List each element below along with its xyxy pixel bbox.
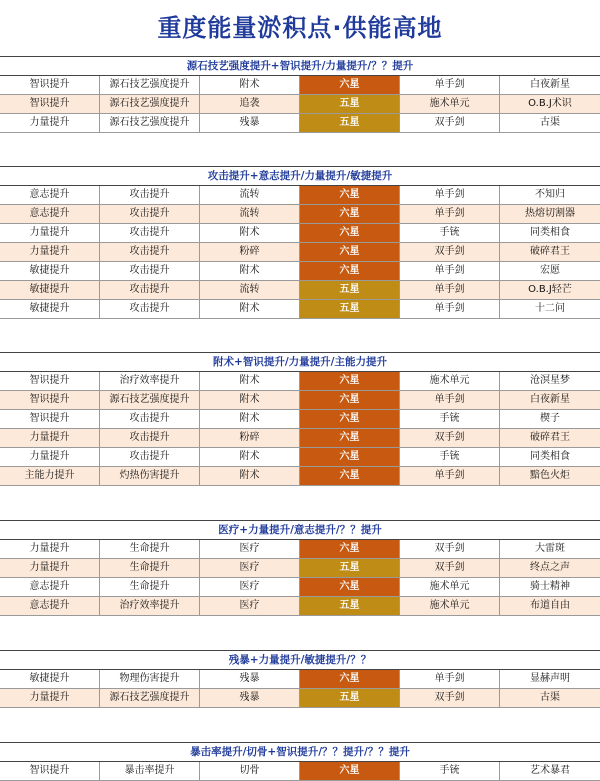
attribute-1-cell: 意志提升 [0, 597, 100, 615]
rarity-cell: 六星 [300, 76, 400, 94]
table-row [0, 429, 600, 448]
attribute-1-cell: 智识提升 [0, 95, 100, 113]
attribute-2-cell: 生命提升 [100, 540, 200, 558]
attribute-1-cell: 敏捷提升 [0, 670, 100, 688]
weapon-name-cell: 白夜新星 [530, 394, 570, 405]
attribute-2-cell: 攻击提升 [100, 186, 200, 204]
weapon-type-cell: 双手剑 [400, 540, 500, 558]
attribute-1-cell: 敏捷提升 [0, 281, 100, 299]
weapon-type-cell: 施术单元 [400, 372, 500, 390]
weapon-type-cell: 单手剑 [400, 670, 500, 688]
weapon-type-cell: 手铳 [400, 762, 500, 780]
attribute-1-cell: 力量提升 [0, 429, 100, 447]
weapon-name-cell: 同类相食 [530, 227, 570, 238]
attribute-1-cell: 智识提升 [0, 76, 100, 94]
rarity-cell: 六星 [300, 578, 400, 596]
weapon-name-cell: 同类相食 [530, 451, 570, 462]
weapon-name-cell: 终点之声 [530, 562, 570, 573]
skill-cell: 医疗 [200, 578, 300, 596]
attribute-2-cell: 攻击提升 [100, 281, 200, 299]
rarity-cell: 五星 [300, 300, 400, 318]
attribute-2-cell: 源石技艺强度提升 [100, 95, 200, 113]
rarity-cell: 五星 [300, 95, 400, 113]
attribute-1-cell: 智识提升 [0, 372, 100, 390]
weapon-type-cell: 双手剑 [400, 689, 500, 707]
rarity-cell: 六星 [300, 372, 400, 390]
attribute-1-cell: 意志提升 [0, 186, 100, 204]
table-row [0, 186, 600, 205]
skill-cell: 追袭 [200, 95, 300, 113]
attribute-2-cell: 源石技艺强度提升 [100, 114, 200, 132]
attribute-2-cell: 治疗效率提升 [100, 372, 200, 390]
skill-cell: 附术 [200, 448, 300, 466]
attribute-1-cell: 力量提升 [0, 559, 100, 577]
table-row [0, 224, 600, 243]
weapon-name-cell: 破碎君王 [530, 246, 570, 257]
attribute-2-cell: 攻击提升 [100, 224, 200, 242]
weapon-name-cell: 黯色火炬 [530, 470, 570, 481]
attribute-2-cell: 灼热伤害提升 [100, 467, 200, 485]
weapon-name-cell: O.B.J术识 [528, 98, 572, 109]
skill-cell: 医疗 [200, 540, 300, 558]
rarity-cell: 六星 [300, 186, 400, 204]
attribute-2-cell: 攻击提升 [100, 300, 200, 318]
section-header: 附术+智识提升/力量提升/主能力提升 [0, 352, 600, 372]
attribute-2-cell: 攻击提升 [100, 262, 200, 280]
weapon-name-cell: 古渠 [540, 692, 560, 703]
weapon-name-cell: 艺术暴君 [530, 765, 570, 776]
attribute-1-cell: 智识提升 [0, 391, 100, 409]
attribute-1-cell: 主能力提升 [0, 467, 100, 485]
table-row [0, 689, 600, 708]
section-header: 医疗+力量提升/意志提升/？？提升 [0, 520, 600, 540]
weapon-type-cell: 单手剑 [400, 281, 500, 299]
table-row [0, 372, 600, 391]
table-row [0, 76, 600, 95]
attribute-2-cell: 攻击提升 [100, 448, 200, 466]
section-4 [0, 520, 600, 616]
weapon-type-cell: 双手剑 [400, 114, 500, 132]
attribute-2-cell: 生命提升 [100, 578, 200, 596]
attribute-2-cell: 攻击提升 [100, 410, 200, 428]
weapon-name-cell: 古渠 [540, 117, 560, 128]
attribute-2-cell: 生命提升 [100, 559, 200, 577]
attribute-1-cell: 敏捷提升 [0, 262, 100, 280]
rarity-cell: 六星 [300, 540, 400, 558]
rarity-cell: 六星 [300, 448, 400, 466]
weapon-type-cell: 双手剑 [400, 243, 500, 261]
skill-cell: 附术 [200, 262, 300, 280]
rarity-cell: 六星 [300, 391, 400, 409]
attribute-2-cell: 源石技艺强度提升 [100, 76, 200, 94]
rarity-cell: 六星 [300, 410, 400, 428]
section-6 [0, 742, 600, 781]
attribute-2-cell: 源石技艺强度提升 [100, 391, 200, 409]
table-row [0, 597, 600, 616]
weapon-type-cell: 双手剑 [400, 429, 500, 447]
table-row [0, 448, 600, 467]
section-5 [0, 650, 600, 708]
section-header: 残暴+力量提升/敏捷提升/？？ [0, 650, 600, 670]
attribute-2-cell: 攻击提升 [100, 243, 200, 261]
attribute-2-cell: 攻击提升 [100, 429, 200, 447]
table-row [0, 281, 600, 300]
attribute-1-cell: 力量提升 [0, 540, 100, 558]
weapon-name-cell: 布道自由 [530, 600, 570, 611]
section-1 [0, 56, 600, 133]
section-header: 暴击率提升/切骨+智识提升/？？提升/？？提升 [0, 742, 600, 762]
attribute-2-cell: 暴击率提升 [100, 762, 200, 780]
skill-cell: 流转 [200, 205, 300, 223]
weapon-name-cell: 宏愿 [540, 265, 560, 276]
weapon-type-cell: 手铳 [400, 410, 500, 428]
rarity-cell: 六星 [300, 262, 400, 280]
weapon-name-cell: 沧溟星梦 [530, 375, 570, 386]
weapon-name-cell: 骑士精神 [530, 581, 570, 592]
rarity-cell: 五星 [300, 559, 400, 577]
skill-cell: 附术 [200, 300, 300, 318]
table-row [0, 670, 600, 689]
attribute-1-cell: 智识提升 [0, 410, 100, 428]
table-row [0, 391, 600, 410]
rarity-cell: 六星 [300, 467, 400, 485]
rarity-cell: 五星 [300, 114, 400, 132]
table-row [0, 467, 600, 486]
weapon-name-cell: 显赫声明 [530, 673, 570, 684]
rarity-cell: 六星 [300, 224, 400, 242]
section-header: 攻击提升+意志提升/力量提升/敏捷提升 [0, 166, 600, 186]
skill-cell: 附术 [200, 467, 300, 485]
skill-cell: 残暴 [200, 114, 300, 132]
attribute-1-cell: 力量提升 [0, 224, 100, 242]
weapon-name-cell: 楔子 [540, 413, 560, 424]
table-row [0, 540, 600, 559]
weapon-type-cell: 单手剑 [400, 467, 500, 485]
rarity-cell: 六星 [300, 243, 400, 261]
section-header: 源石技艺强度提升+智识提升/力量提升/？？提升 [0, 56, 600, 76]
rarity-cell: 六星 [300, 762, 400, 780]
table-row [0, 243, 600, 262]
weapon-type-cell: 单手剑 [400, 186, 500, 204]
table-row [0, 410, 600, 429]
skill-cell: 残暴 [200, 670, 300, 688]
weapon-type-cell: 手铳 [400, 224, 500, 242]
attribute-1-cell: 敏捷提升 [0, 300, 100, 318]
skill-cell: 流转 [200, 281, 300, 299]
attribute-1-cell: 力量提升 [0, 243, 100, 261]
section-2 [0, 166, 600, 319]
skill-cell: 附术 [200, 410, 300, 428]
weapon-type-cell: 双手剑 [400, 559, 500, 577]
skill-cell: 粉碎 [200, 429, 300, 447]
weapon-type-cell: 单手剑 [400, 262, 500, 280]
rarity-cell: 六星 [300, 429, 400, 447]
weapon-name-cell: 大雷斑 [535, 543, 565, 554]
table-row [0, 762, 600, 781]
weapon-type-cell: 手铳 [400, 448, 500, 466]
weapon-type-cell: 施术单元 [400, 597, 500, 615]
attribute-1-cell: 意志提升 [0, 205, 100, 223]
attribute-2-cell: 治疗效率提升 [100, 597, 200, 615]
rarity-cell: 六星 [300, 670, 400, 688]
weapon-type-cell: 单手剑 [400, 205, 500, 223]
skill-cell: 附术 [200, 391, 300, 409]
weapon-name-cell: 不知归 [535, 189, 565, 200]
rarity-cell: 六星 [300, 205, 400, 223]
skill-cell: 切骨 [200, 762, 300, 780]
weapon-name-cell: 白夜新星 [530, 79, 570, 90]
skill-cell: 流转 [200, 186, 300, 204]
skill-cell: 附术 [200, 76, 300, 94]
weapon-type-cell: 施术单元 [400, 578, 500, 596]
attribute-1-cell: 力量提升 [0, 114, 100, 132]
skill-cell: 附术 [200, 372, 300, 390]
table-row [0, 205, 600, 224]
skill-cell: 医疗 [200, 559, 300, 577]
weapon-name-cell: 热熔切割器 [525, 208, 575, 219]
skill-cell: 医疗 [200, 597, 300, 615]
attribute-1-cell: 智识提升 [0, 762, 100, 780]
attribute-1-cell: 力量提升 [0, 448, 100, 466]
weapon-type-cell: 单手剑 [400, 391, 500, 409]
rarity-cell: 五星 [300, 281, 400, 299]
table-row [0, 262, 600, 281]
table-row [0, 114, 600, 133]
table-row [0, 559, 600, 578]
rarity-cell: 五星 [300, 597, 400, 615]
page-title: 重度能量淤积点·供能高地 [157, 14, 443, 42]
skill-cell: 粉碎 [200, 243, 300, 261]
weapon-name-cell: 破碎君王 [530, 432, 570, 443]
weapon-name-cell: 十二问 [535, 303, 565, 314]
weapon-type-cell: 施术单元 [400, 95, 500, 113]
section-3 [0, 352, 600, 486]
weapon-type-cell: 单手剑 [400, 76, 500, 94]
skill-cell: 残暴 [200, 689, 300, 707]
attribute-2-cell: 攻击提升 [100, 205, 200, 223]
weapon-name-cell: O.B.J轻芒 [528, 284, 572, 295]
attribute-1-cell: 意志提升 [0, 578, 100, 596]
rarity-cell: 五星 [300, 689, 400, 707]
attribute-1-cell: 力量提升 [0, 689, 100, 707]
weapon-type-cell: 单手剑 [400, 300, 500, 318]
table-row [0, 578, 600, 597]
attribute-2-cell: 源石技艺强度提升 [100, 689, 200, 707]
attribute-2-cell: 物理伤害提升 [100, 670, 200, 688]
skill-cell: 附术 [200, 224, 300, 242]
table-row [0, 95, 600, 114]
table-row [0, 300, 600, 319]
